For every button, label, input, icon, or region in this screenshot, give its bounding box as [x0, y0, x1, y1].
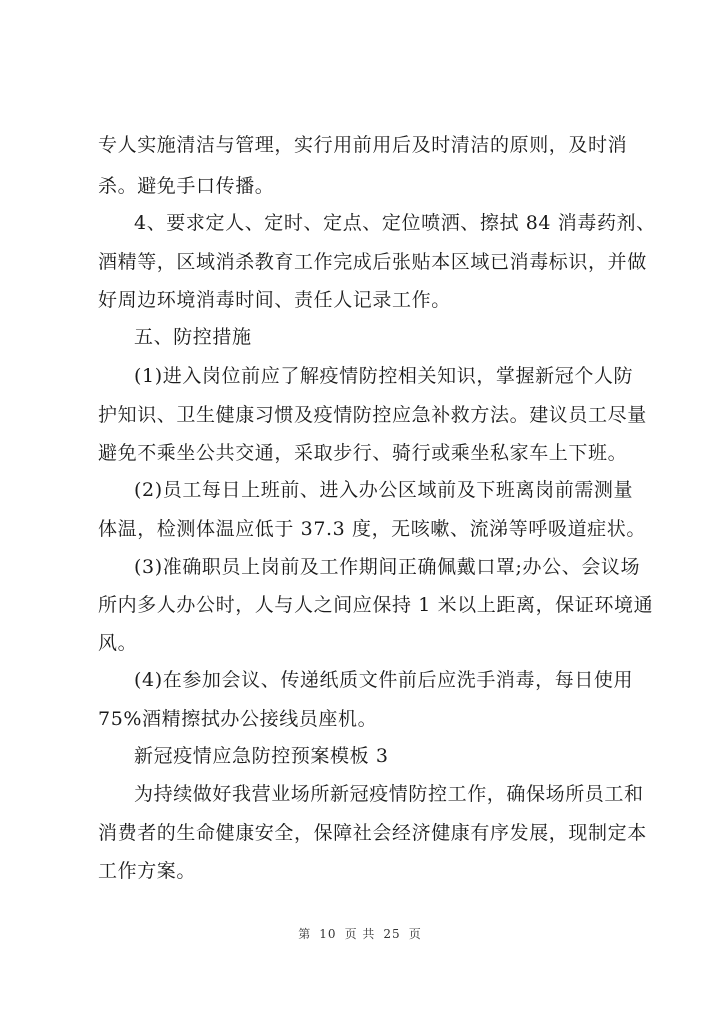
line-text: (3)准确职员上岗前及工作期间正确佩戴口罩;办公、会议场: [134, 556, 641, 578]
line-text: 避免不乘坐公共交通，采取步行、骑行或乘坐私家车上下班。: [98, 442, 628, 464]
line-text: 为持续做好我营业场所新冠疫情防控工作，确保场所员工和: [134, 783, 644, 805]
page-footer: [0, 925, 720, 942]
line-text: 专人实施清洁与管理，实行用前用后及时清洁的原则，及时消: [98, 134, 628, 156]
line-text: 酒精等，区域消杀教育工作完成后张贴本区域已消毒标识，并做: [98, 251, 647, 273]
heading-text: 新冠疫情应急防控预案模板 3: [134, 745, 389, 767]
current-page-number: 10: [319, 927, 337, 941]
footer-prefix: 第: [298, 927, 312, 941]
line-text: 消费者的生命健康安全，保障社会经济健康有序发展，现制定本: [98, 822, 647, 844]
heading-text: 五、防控措施: [134, 326, 252, 348]
line-text: 杀。避免手口传播。: [98, 175, 275, 197]
line-text: (2)员工每日上班前、进入办公区域前及下班离岗前需测量: [134, 479, 634, 501]
total-pages-number: 25: [383, 927, 401, 941]
line-text: 4、要求定人、定时、定点、定位喷洒、擦拭 84 消毒药剂、: [134, 212, 656, 234]
line-text: 护知识、卫生健康习惯及疫情防控应急补救方法。建议员工尽量: [98, 404, 647, 426]
line-text: 所内多人办公时，人与人之间应保持 1 米以上距离，保证环境通: [98, 594, 654, 616]
line-text: 工作方案。: [98, 860, 197, 882]
line-text: (1)进入岗位前应了解疫情防控相关知识，掌握新冠个人防: [134, 365, 634, 387]
line-text: 好周边环境消毒时间、责任人记录工作。: [98, 289, 451, 311]
line-text: (4)在参加会议、传递纸质文件前后应洗手消毒，每日使用: [134, 669, 634, 691]
line-text: 体温，检测体温应低于 37.3 度，无咳嗽、流涕等呼吸道症状。: [98, 518, 646, 540]
footer-suffix: 页: [408, 927, 422, 941]
footer-middle: 页 共: [344, 927, 376, 941]
line-text: 风。: [98, 632, 138, 654]
line-text: 75%酒精擦拭办公接线员座机。: [98, 708, 378, 730]
